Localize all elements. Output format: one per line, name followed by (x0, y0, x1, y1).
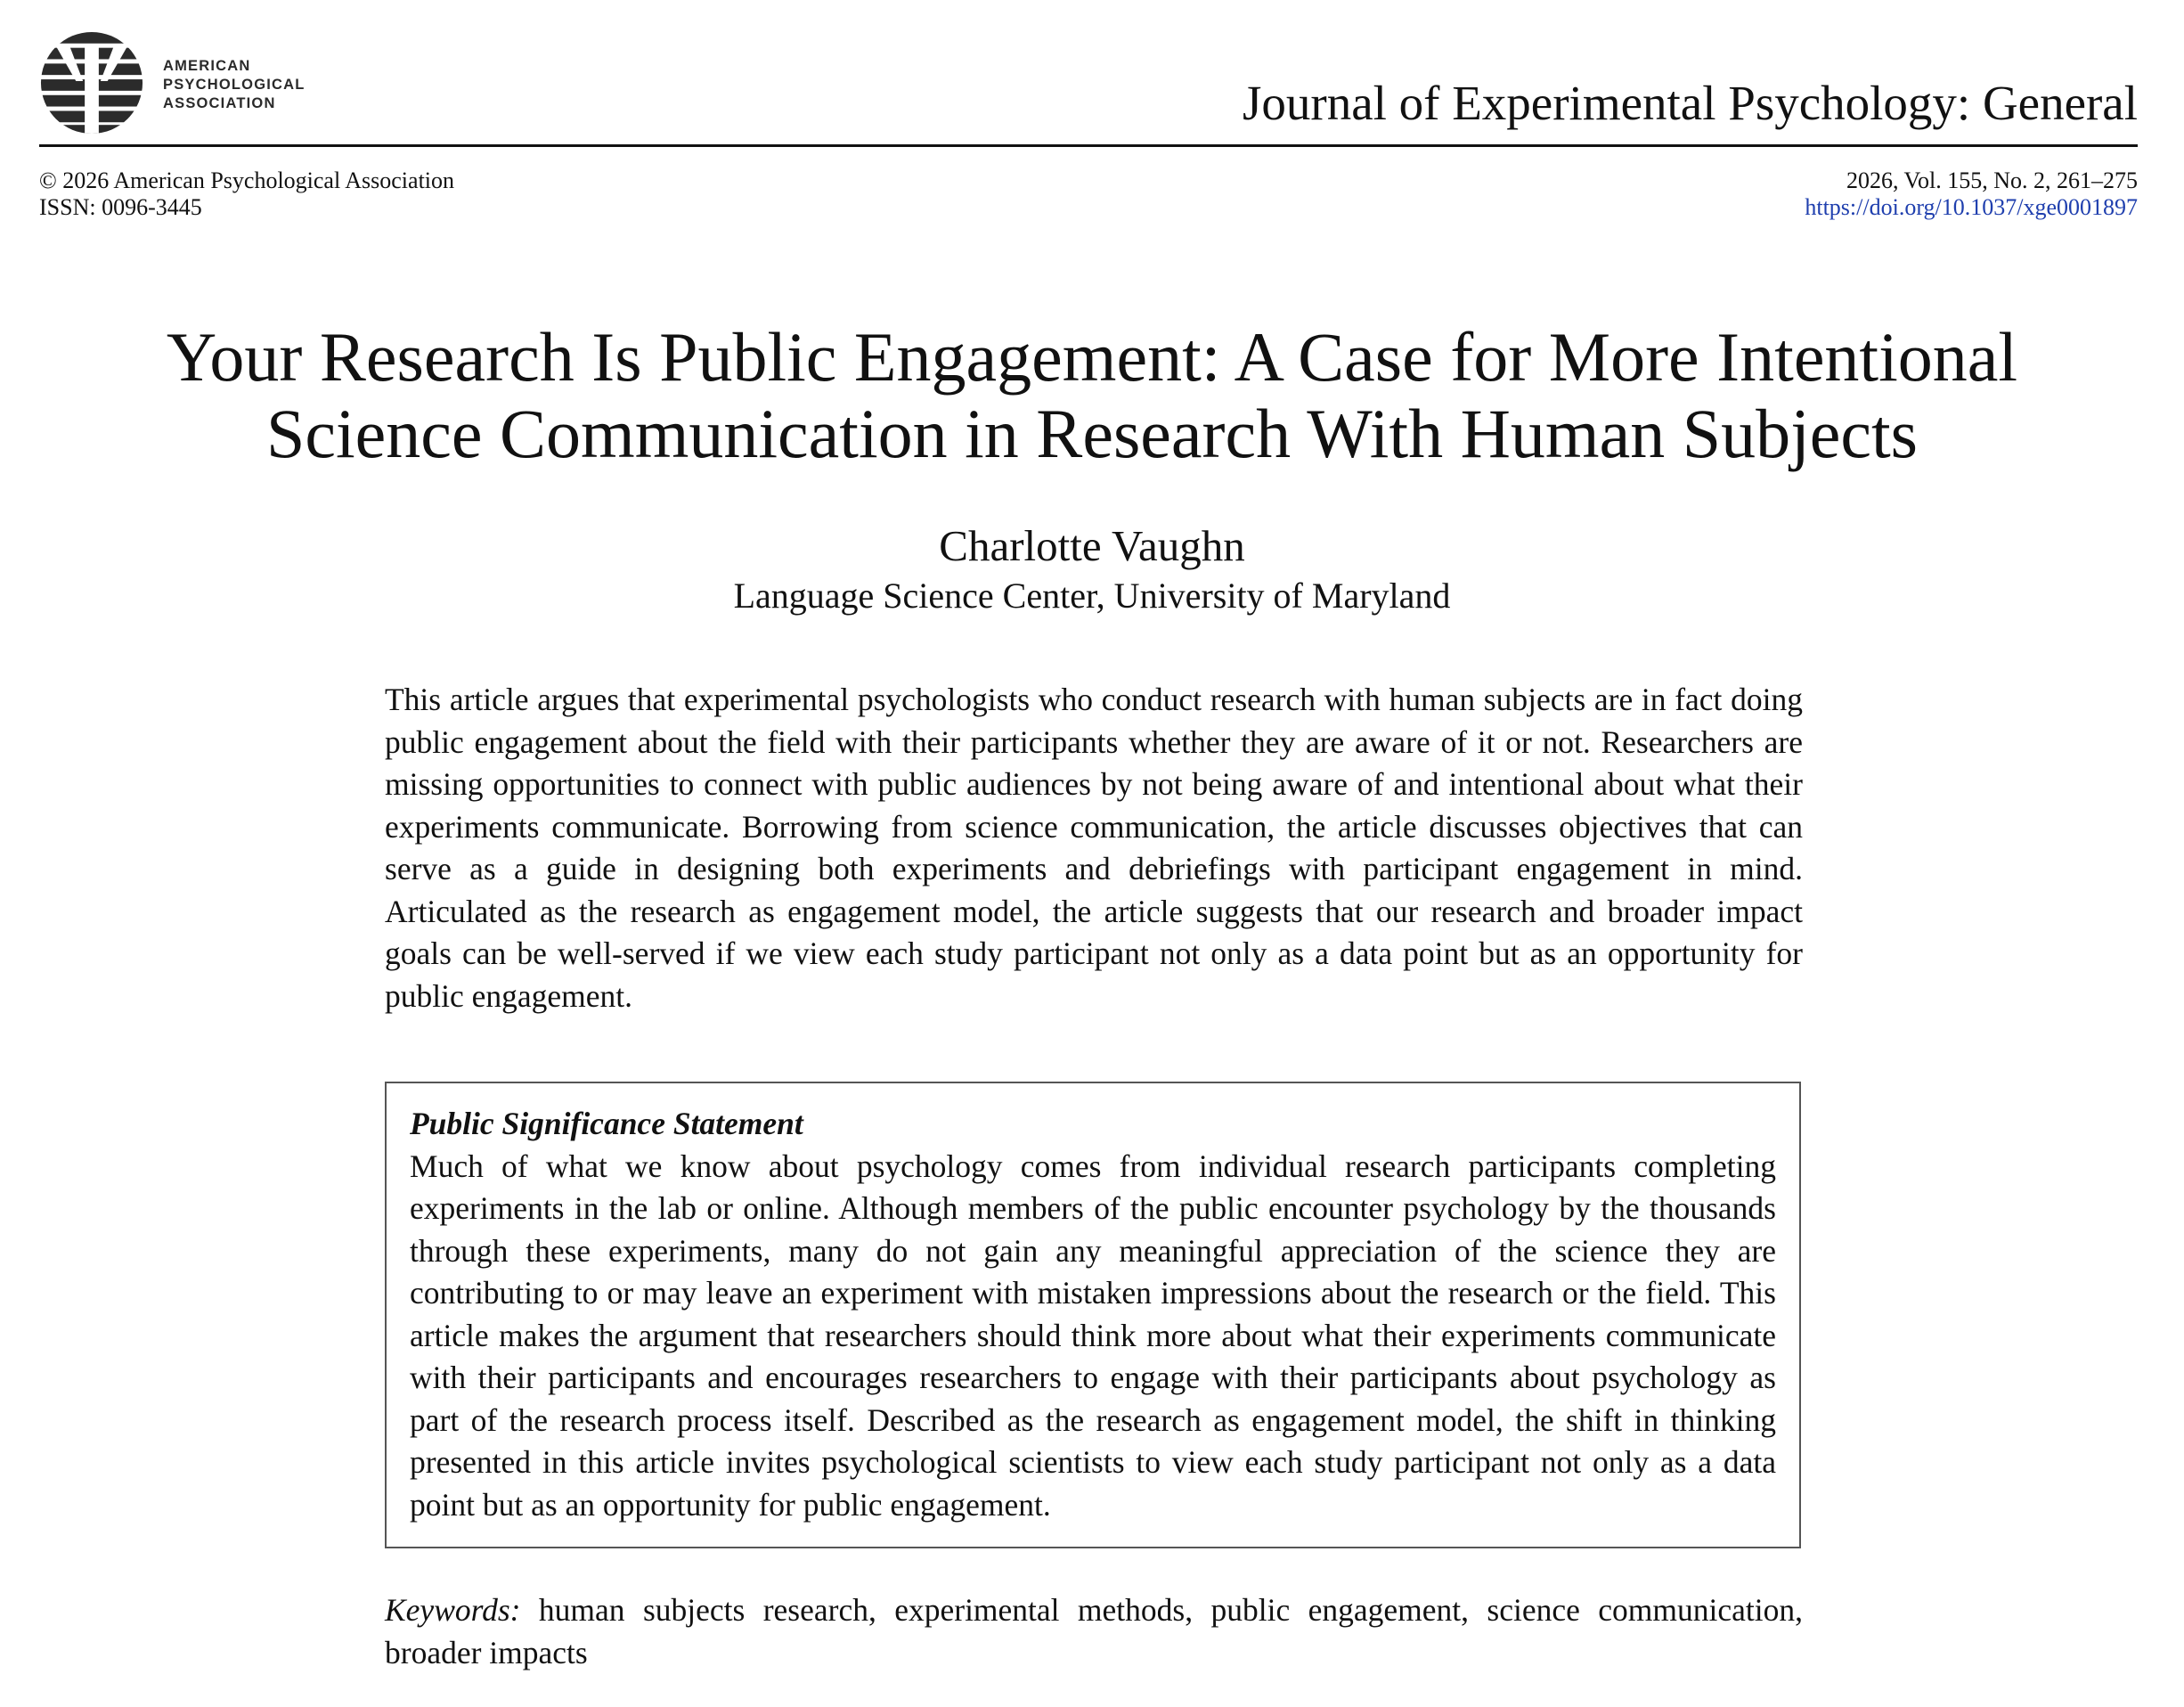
apa-logo-icon (39, 30, 144, 135)
public-significance-box (385, 1082, 1801, 1548)
keywords-list: human subjects research, experimental methods, public engagement, science communication, broader impacts (385, 1592, 1803, 1670)
publisher-name (163, 57, 306, 113)
public-significance-text: Much of what we know about psychology comes from individual research participants completing experiments in the lab or online. Although members of the public encounter psychology by the thousands through these experiments, many do not gain any meaningful appreciation of the science they are contributing to or may leave an experiment with mistaken impressions about the research or the field. This article makes the argument that researchers should think more about what their experiments communicate with their participants and encourages researchers to engage with their participants about psychology as part of the research process itself. Described as the research as engagement model, the shift in thinking presented in this article invites psychological scientists to view each study participant not only as a data point but as an opportunity for public engagement. (410, 1148, 1776, 1523)
copyright-line: © 2026 American Psychological Association (39, 167, 455, 193)
volume-info: 2026, Vol. 155, No. 2, 261–275 (1846, 167, 2138, 193)
journal-name: Journal of Experimental Psychology: General (1242, 76, 2138, 130)
issn-line: ISSN: 0096-3445 (39, 194, 202, 220)
publisher-name-line: ASSOCIATION (163, 95, 276, 111)
keywords (385, 1589, 1803, 1674)
author-name: Charlotte Vaughn (939, 521, 1245, 570)
abstract: This article argues that experimental psychologists who conduct research with human subjects are in fact doing public engagement about the field with their participants whether they are aware of it or not. Researchers are missing opportunities to connect with public audiences by not being aware of and intentional about what their experiments communicate. Borrowing from science communication, the article discusses objectives that can serve as a guide in designing both experiments and debriefings with participant engagement in mind. Articulated as the research as engagement model, the article suggests that our research and broader impact goals can be well-served if we view each study participant not only as a data point but as an opportunity for public engagement. (385, 682, 1803, 1014)
author-affiliation: Language Science Center, University of Maryland (733, 576, 1451, 616)
publisher-name-line: PSYCHOLOGICAL (163, 77, 306, 93)
header-divider (39, 144, 2138, 147)
publication-meta-right (1805, 167, 2138, 221)
doi-link[interactable]: https://doi.org/10.1037/xge0001897 (1805, 194, 2138, 220)
publication-meta-left (39, 167, 454, 221)
public-significance-heading: Public Significance Statement (410, 1106, 803, 1141)
article-title-line: Science Communication in Research With Human Subjects (265, 395, 1919, 472)
article-title-line: Your Research Is Public Engagement: A Case for More Intentional (166, 318, 2018, 396)
publisher-name-line: AMERICAN (163, 58, 251, 74)
article-title (0, 319, 2184, 472)
keywords-label: Keywords: (385, 1592, 521, 1628)
